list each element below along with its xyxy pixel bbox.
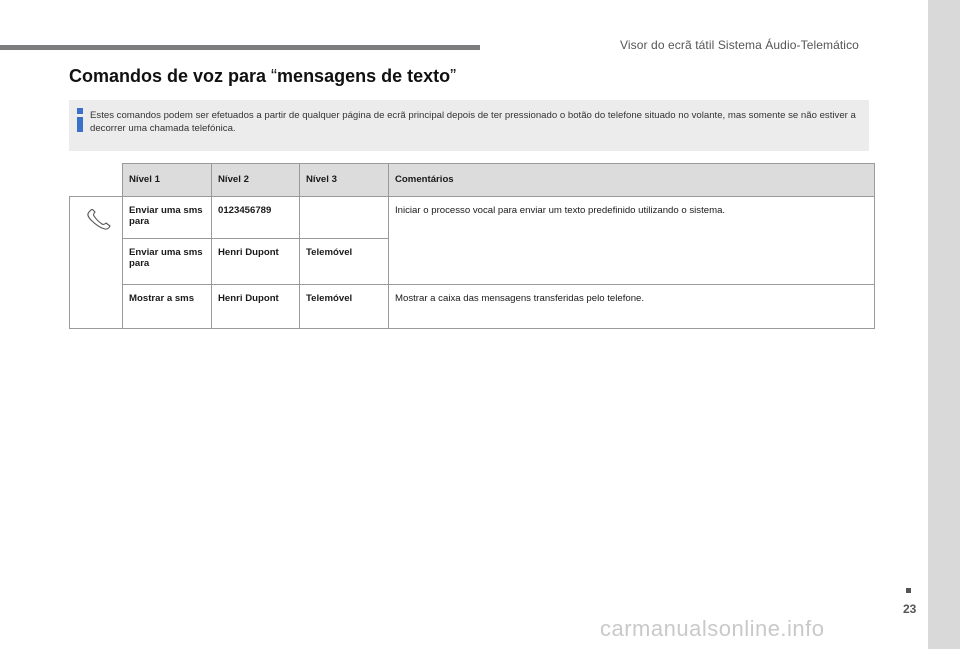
row1-level1: Enviar uma sms para	[123, 197, 212, 239]
page-title	[69, 66, 456, 87]
page-number: 23	[903, 602, 917, 616]
info-text: Estes comandos podem ser efetuados a partir de qualquer página de ecrã principal depois de ter pressionado o botão do telefone situado no volante, mas somente se não estiver a decorrer uma chamada telefónica.	[90, 110, 856, 134]
header-level-2: Nível 2	[212, 164, 300, 197]
top-rule	[0, 45, 480, 50]
side-strip	[928, 0, 960, 649]
header-comments: Comentários	[389, 164, 875, 197]
row3-level2: Henri Dupont	[212, 285, 300, 329]
row3-level1: Mostrar a sms	[123, 285, 212, 329]
page-mark	[906, 588, 911, 593]
row2-level3: Telemóvel	[300, 239, 389, 285]
title-open-quote: “	[271, 66, 278, 86]
header-level-3: Nível 3	[300, 164, 389, 197]
row1-level2: 0123456789	[212, 197, 300, 239]
table-row	[70, 197, 875, 239]
header-blank	[70, 164, 123, 197]
title-main: Comandos de voz para	[69, 66, 272, 86]
phone-handset-icon	[86, 209, 112, 231]
table-row	[70, 285, 875, 329]
info-box	[69, 100, 869, 151]
row2-level1: Enviar uma sms para	[123, 239, 212, 285]
row2-level2: Henri Dupont	[212, 239, 300, 285]
header-level-1: Nível 1	[123, 164, 212, 197]
info-icon	[77, 108, 83, 132]
row3-level3: Telemóvel	[300, 285, 389, 329]
row1-level3	[300, 197, 389, 239]
title-close-quote: ”	[450, 66, 457, 86]
row1-comment: Iniciar o processo vocal para enviar um texto predefinido utilizando o sistema.	[389, 197, 875, 285]
row3-comment: Mostrar a caixa das mensagens transferidas pelo telefone.	[389, 285, 875, 329]
voice-commands-table	[69, 163, 875, 329]
title-quoted: mensagens de texto	[277, 66, 451, 86]
table-header-row	[70, 164, 875, 197]
chapter-title: Visor do ecrã tátil Sistema Áudio-Telemático	[620, 38, 859, 52]
watermark: carmanualsonline.info	[600, 616, 825, 641]
phone-icon-cell	[70, 197, 123, 329]
